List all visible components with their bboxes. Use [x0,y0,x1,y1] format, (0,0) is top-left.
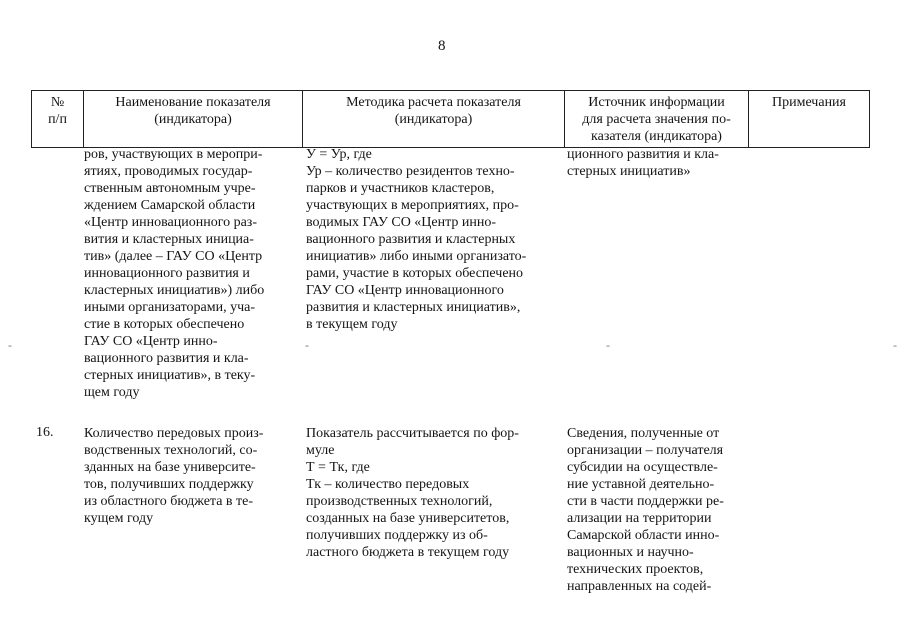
row-16-method: Показатель рассчитывается по фор- муле Т = Тк, где Тк – количество передовых производственных технологий, созданных на базе университетов, получивших поддержку из об- ластного бюджета в текущем году [306,426,519,560]
scan-mark: - [893,338,897,352]
continued-row-name: ров, участвующих в меропри- ятиях, проводимых государ- ственным автономным учре- ждением Самарской области «Центр инновационного раз- вития и кластерных инициа- тив» (далее – ГАУ СО «Центр инновационного развития и кластерных инициатив») либо иными организаторами, уча- стие в которых обеспечено ГАУ СО «Центр инно- вационного развития и кла- стерных инициатив», в теку- щем году [84,147,265,400]
header-number: № п/п [32,91,84,148]
header-indicator-name: Наименование показателя (индикатора) [84,91,303,148]
indicator-table [31,90,870,148]
header-calculation-method: Методика расчета показателя (индикатора) [303,91,565,148]
row-16-name: Количество передовых произ- водственных технологий, со- зданных на базе университе- тов, получивших поддержку из областного бюджета в те- кущем году [84,426,264,526]
header-information-source: Источник информации для расчета значения по- казателя (индикатора) [565,91,749,148]
scan-mark: - [8,338,12,352]
scan-mark: - [606,338,610,352]
header-notes: Примечания [749,91,870,148]
row-16-source: Сведения, полученные от организации – получателя субсидии на осуществле- ние уставной деятельно- сти в части поддержки ре- ализации на территории Самарской области инно- вационных и научно- технических проектов, направленных на содей- [567,426,724,594]
continued-row-source: ционного развития и кла- стерных инициатив» [567,147,719,179]
table-header-row [32,91,870,148]
continued-row-method: У = Ур, где Ур – количество резидентов техно- парков и участников кластеров, участвующих в мероприятиях, про- водимых ГАУ СО «Центр инно- вационного развития и кластерных инициатив» либо иными организато- рами, участие в которых обеспечено ГАУ СО «Центр инновационного развития и кластерных инициатив», в текущем году [306,147,527,332]
page-number: 8 [438,38,446,54]
scan-mark: - [305,338,309,352]
row-16-number: 16. [36,425,54,440]
